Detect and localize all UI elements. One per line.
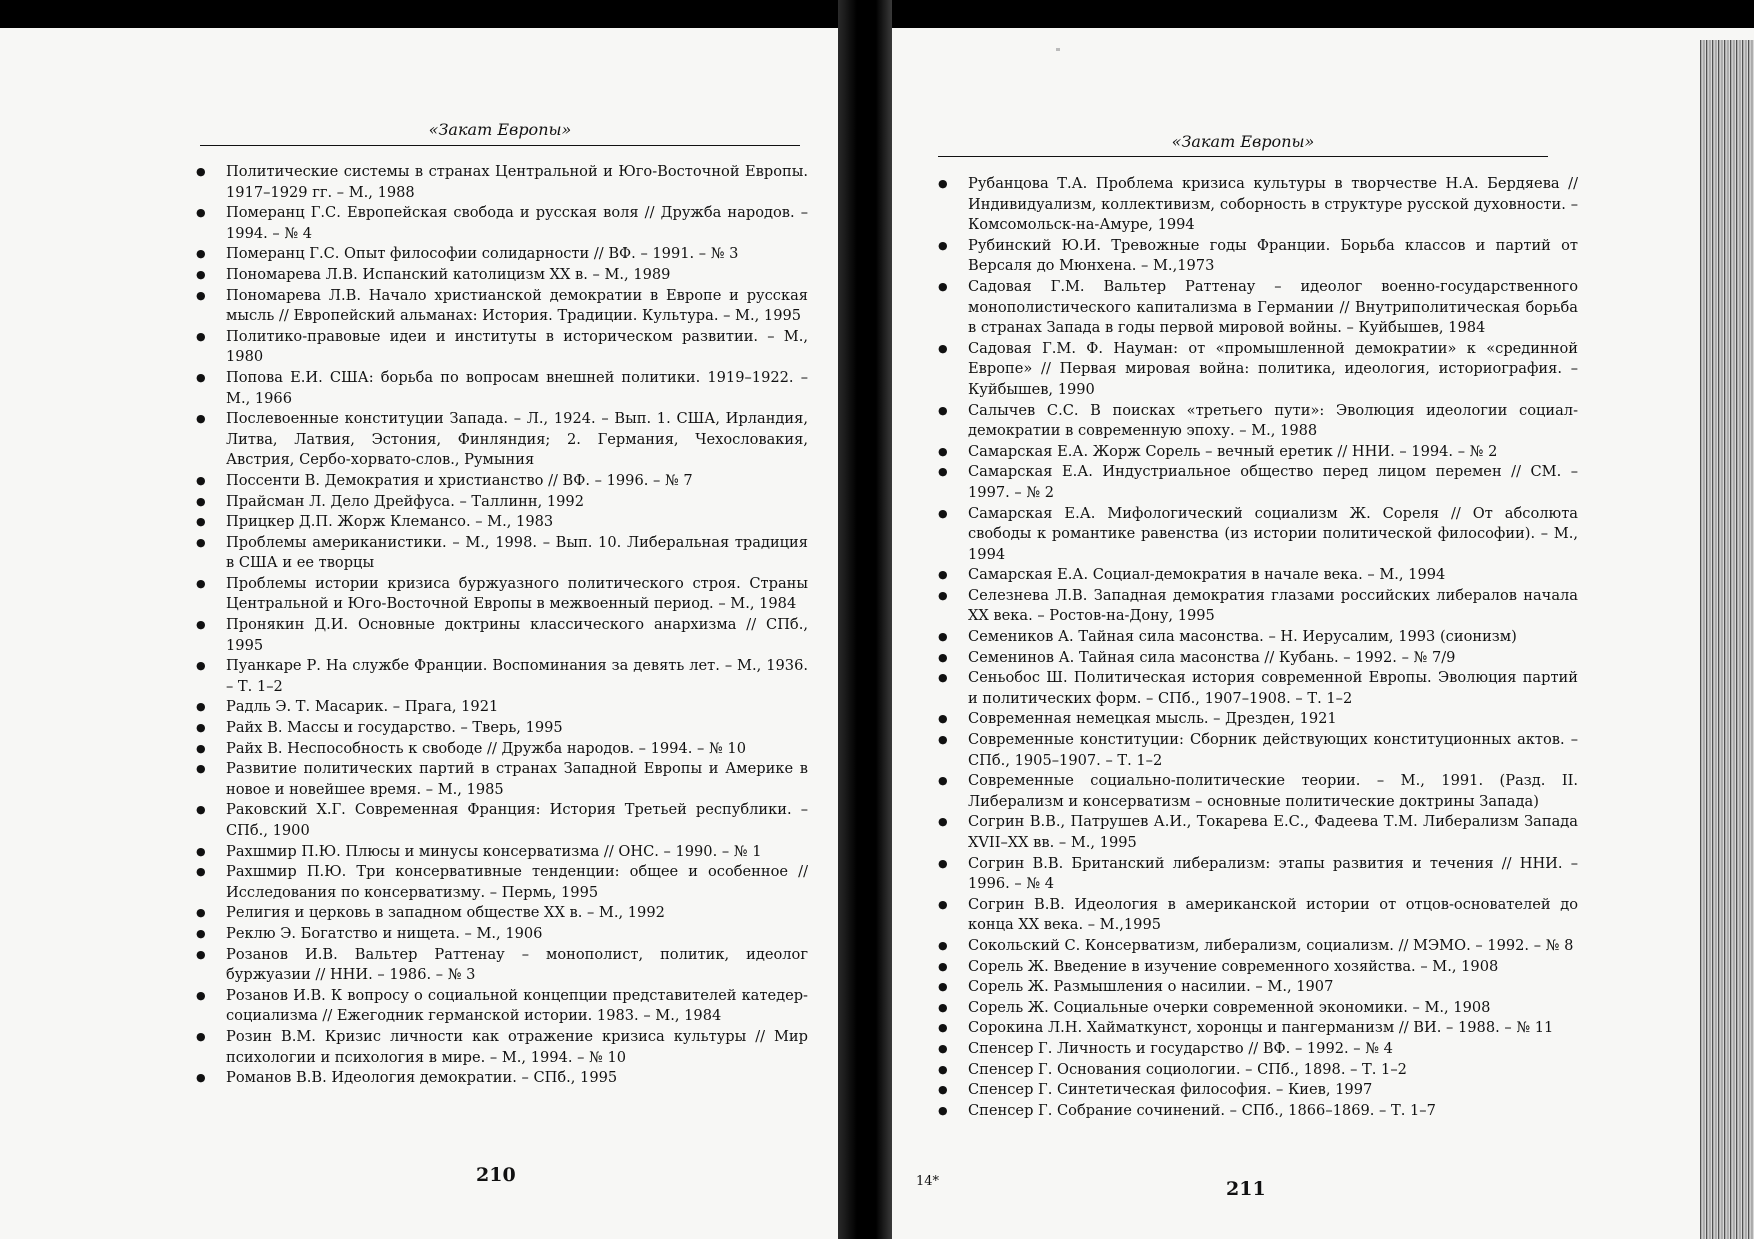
bibliography-entry: ● Самарская Е.А. Мифологический социализм Ж. Сореля // От абсолюта свободы к романтике равенства (из истории политической философии). – М., 1994 [938, 504, 1578, 566]
bibliography-entry: ● Пуанкаре Р. На службе Франции. Воспоминания за девять лет. – М., 1936. – Т. 1–2 [196, 656, 808, 697]
bibliography-entry: ● Проблемы американистики. – М., 1998. – Вып. 10. Либеральная традиция в США и ее творцы [196, 533, 808, 574]
bibliography-entry: ● Сорель Ж. Введение в изучение современного хозяйства. – М., 1908 [938, 957, 1578, 978]
bibliography-entry: ● Сорель Ж. Социальные очерки современной экономики. – М., 1908 [938, 998, 1578, 1019]
bibliography-entry: ● Рахшмир П.Ю. Плюсы и минусы консерватизма // ОНС. – 1990. – № 1 [196, 842, 808, 863]
bibliography-entry: ● Современная немецкая мысль. – Дрезден, 1921 [938, 709, 1578, 730]
bibliography-entry: ● Садовая Г.М. Вальтер Раттенау – идеолог военно-государственного монополистического капитализма в Германии // Внутриполитическая борьба в странах Запада в годы первой мировой войны. – Куйбышев, 1984 [938, 277, 1578, 339]
bibliography-entry: ● Розанов И.В. Вальтер Раттенау – монополист, политик, идеолог буржуазии // ННИ. – 1986. – № 3 [196, 945, 808, 986]
bibliography-entry: ● Пономарева Л.В. Испанский католицизм XX в. – М., 1989 [196, 265, 808, 286]
bibliography-list [938, 174, 1578, 1121]
bibliography-entry: ● Послевоенные конституции Запада. – Л., 1924. – Вып. 1. США, Ирландия, Литва, Латвия, Эстония, Финляндия; 2. Германия, Чехословакия, Австрия, Сербо-хорвато-слов., Румыния [196, 409, 808, 471]
bibliography-entry: ● Прицкер Д.П. Жорж Клемансо. – М., 1983 [196, 512, 808, 533]
page-edge-stack [1700, 40, 1754, 1239]
bibliography-entry: ● Согрин В.В. Британский либерализм: этапы развития и течения // ННИ. – 1996. – № 4 [938, 854, 1578, 895]
bibliography-entry: ● Политические системы в странах Центральной и Юго-Восточной Европы. 1917–1929 гг. – М., 1988 [196, 162, 808, 203]
bibliography-entry: ● Сокольский С. Консерватизм, либерализм, социализм. // МЭМО. – 1992. – № 8 [938, 936, 1578, 957]
bibliography-entry: ● Самарская Е.А. Жорж Сорель – вечный еретик // ННИ. – 1994. – № 2 [938, 442, 1578, 463]
right-page [892, 28, 1754, 1239]
bibliography-entry: ● Селезнева Л.В. Западная демократия глазами российских либералов начала XX века. – Ростов-на-Дону, 1995 [938, 586, 1578, 627]
bibliography-entry: ● Померанц Г.С. Европейская свобода и русская воля // Дружба народов. – 1994. – № 4 [196, 203, 808, 244]
bibliography-entry: ● Семенинов А. Тайная сила масонства // Кубань. – 1992. – № 7/9 [938, 648, 1578, 669]
bibliography-entry: ● Поссенти В. Демократия и христианство // ВФ. – 1996. – № 7 [196, 471, 808, 492]
bibliography-entry: ● Политико-правовые идеи и институты в историческом развитии. – М., 1980 [196, 327, 808, 368]
bibliography-entry: ● Современные социально-политические теории. – М., 1991. (Разд. II. Либерализм и консерватизм – основные политические доктрины Запада) [938, 771, 1578, 812]
bibliography-entry: ● Померанц Г.С. Опыт философии солидарности // ВФ. – 1991. – № 3 [196, 244, 808, 265]
bibliography-entry: ● Спенсер Г. Синтетическая философия. – Киев, 1997 [938, 1080, 1578, 1101]
bibliography-entry: ● Сеньобос Ш. Политическая история современной Европы. Эволюция партий и политических форм. – СПб., 1907–1908. – Т. 1–2 [938, 668, 1578, 709]
bibliography-entry: ● Пономарева Л.В. Начало христианской демократии в Европе и русская мысль // Европейский альманах: История. Традиции. Культура. – М., 1995 [196, 286, 808, 327]
bibliography-entry: ● Рубинский Ю.И. Тревожные годы Франции. Борьба классов и партий от Версаля до Мюнхена. – М.,1973 [938, 236, 1578, 277]
bibliography-entry: ● Спенсер Г. Собрание сочинений. – СПб., 1866–1869. – Т. 1–7 [938, 1101, 1578, 1122]
bibliography-entry: ● Райх В. Массы и государство. – Тверь, 1995 [196, 718, 808, 739]
bibliography-entry: ● Радль Э. Т. Масарик. – Прага, 1921 [196, 697, 808, 718]
bibliography-entry: ● Проблемы истории кризиса буржуазного политического строя. Страны Центральной и Юго-Восточной Европы в межвоенный период. – М., 1984 [196, 574, 808, 615]
bibliography-entry: ● Религия и церковь в западном обществе XX в. – М., 1992 [196, 903, 808, 924]
bibliography-entry: ● Садовая Г.М. Ф. Науман: от «промышленной демократии» к «срединной Европе» // Первая мировая война: политика, идеология, историография. – Куйбышев, 1990 [938, 339, 1578, 401]
scan-speck [1056, 48, 1060, 51]
bibliography-entry: ● Рахшмир П.Ю. Три консервативные тенденции: общее и особенное // Исследования по консерватизму. – Пермь, 1995 [196, 862, 808, 903]
signature-mark: 14* [916, 1174, 940, 1189]
bibliography-entry: ● Спенсер Г. Основания социологии. – СПб., 1898. – Т. 1–2 [938, 1060, 1578, 1081]
bibliography-entry: ● Сорокина Л.Н. Хайматкунст, хоронцы и пангерманизм // ВИ. – 1988. – № 11 [938, 1018, 1578, 1039]
bibliography-entry: ● Самарская Е.А. Социал-демократия в начале века. – М., 1994 [938, 565, 1578, 586]
bibliography-entry: ● Сорель Ж. Размышления о насилии. – М., 1907 [938, 977, 1578, 998]
header-rule [938, 156, 1548, 157]
book-gutter [838, 0, 892, 1239]
page-number: 210 [476, 1164, 516, 1186]
bibliography-entry: ● Пронякин Д.И. Основные доктрины классического анархизма // СПб., 1995 [196, 615, 808, 656]
bibliography-entry: ● Спенсер Г. Личность и государство // ВФ. – 1992. – № 4 [938, 1039, 1578, 1060]
bibliography-entry: ● Самарская Е.А. Индустриальное общество перед лицом перемен // СМ. – 1997. – № 2 [938, 462, 1578, 503]
bibliography-entry: ● Розин В.М. Кризис личности как отражение кризиса культуры // Мир психологии и психология в мире. – М., 1994. – № 10 [196, 1027, 808, 1068]
running-head: «Закат Европы» [428, 120, 572, 139]
header-rule [200, 145, 800, 146]
left-page [0, 28, 838, 1239]
bibliography-list [196, 162, 808, 1089]
bibliography-entry: ● Рубанцова Т.А. Проблема кризиса культуры в творчестве Н.А. Бердяева // Индивидуализм, коллективизм, соборность в структуре русской духовности. – Комсомольск-на-Амуре, 1994 [938, 174, 1578, 236]
bibliography-entry: ● Розанов И.В. К вопросу о социальной концепции представителей катедер-социализма // Ежегодник германской истории. 1983. – М., 1984 [196, 986, 808, 1027]
bibliography-entry: ● Прайсман Л. Дело Дрейфуса. – Таллинн, 1992 [196, 492, 808, 513]
bibliography-entry: ● Согрин В.В. Идеология в американской истории от отцов-основателей до конца XX века. – М.,1995 [938, 895, 1578, 936]
bibliography-entry: ● Романов В.В. Идеология демократии. – СПб., 1995 [196, 1068, 808, 1089]
bibliography-entry: ● Салычев С.С. В поисках «третьего пути»: Эволюция идеологии социал-демократии в современную эпоху. – М., 1988 [938, 401, 1578, 442]
bibliography-entry: ● Реклю Э. Богатство и нищета. – М., 1906 [196, 924, 808, 945]
running-head: «Закат Европы» [1171, 132, 1315, 151]
bibliography-entry: ● Раковский Х.Г. Современная Франция: История Третьей республики. – СПб., 1900 [196, 800, 808, 841]
bibliography-entry: ● Семеников А. Тайная сила масонства. – Н. Иерусалим, 1993 (сионизм) [938, 627, 1578, 648]
bibliography-entry: ● Современные конституции: Сборник действующих конституционных актов. – СПб., 1905–1907. – Т. 1–2 [938, 730, 1578, 771]
bibliography-entry: ● Развитие политических партий в странах Западной Европы и Америке в новое и новейшее время. – М., 1985 [196, 759, 808, 800]
bibliography-entry: ● Райх В. Неспособность к свободе // Дружба народов. – 1994. – № 10 [196, 739, 808, 760]
page-number: 211 [1226, 1178, 1266, 1200]
bibliography-entry: ● Согрин В.В., Патрушев А.И., Токарева Е.С., Фадеева Т.М. Либерализм Запада XVII–XX вв. – М., 1995 [938, 812, 1578, 853]
bibliography-entry: ● Попова Е.И. США: борьба по вопросам внешней политики. 1919–1922. – М., 1966 [196, 368, 808, 409]
